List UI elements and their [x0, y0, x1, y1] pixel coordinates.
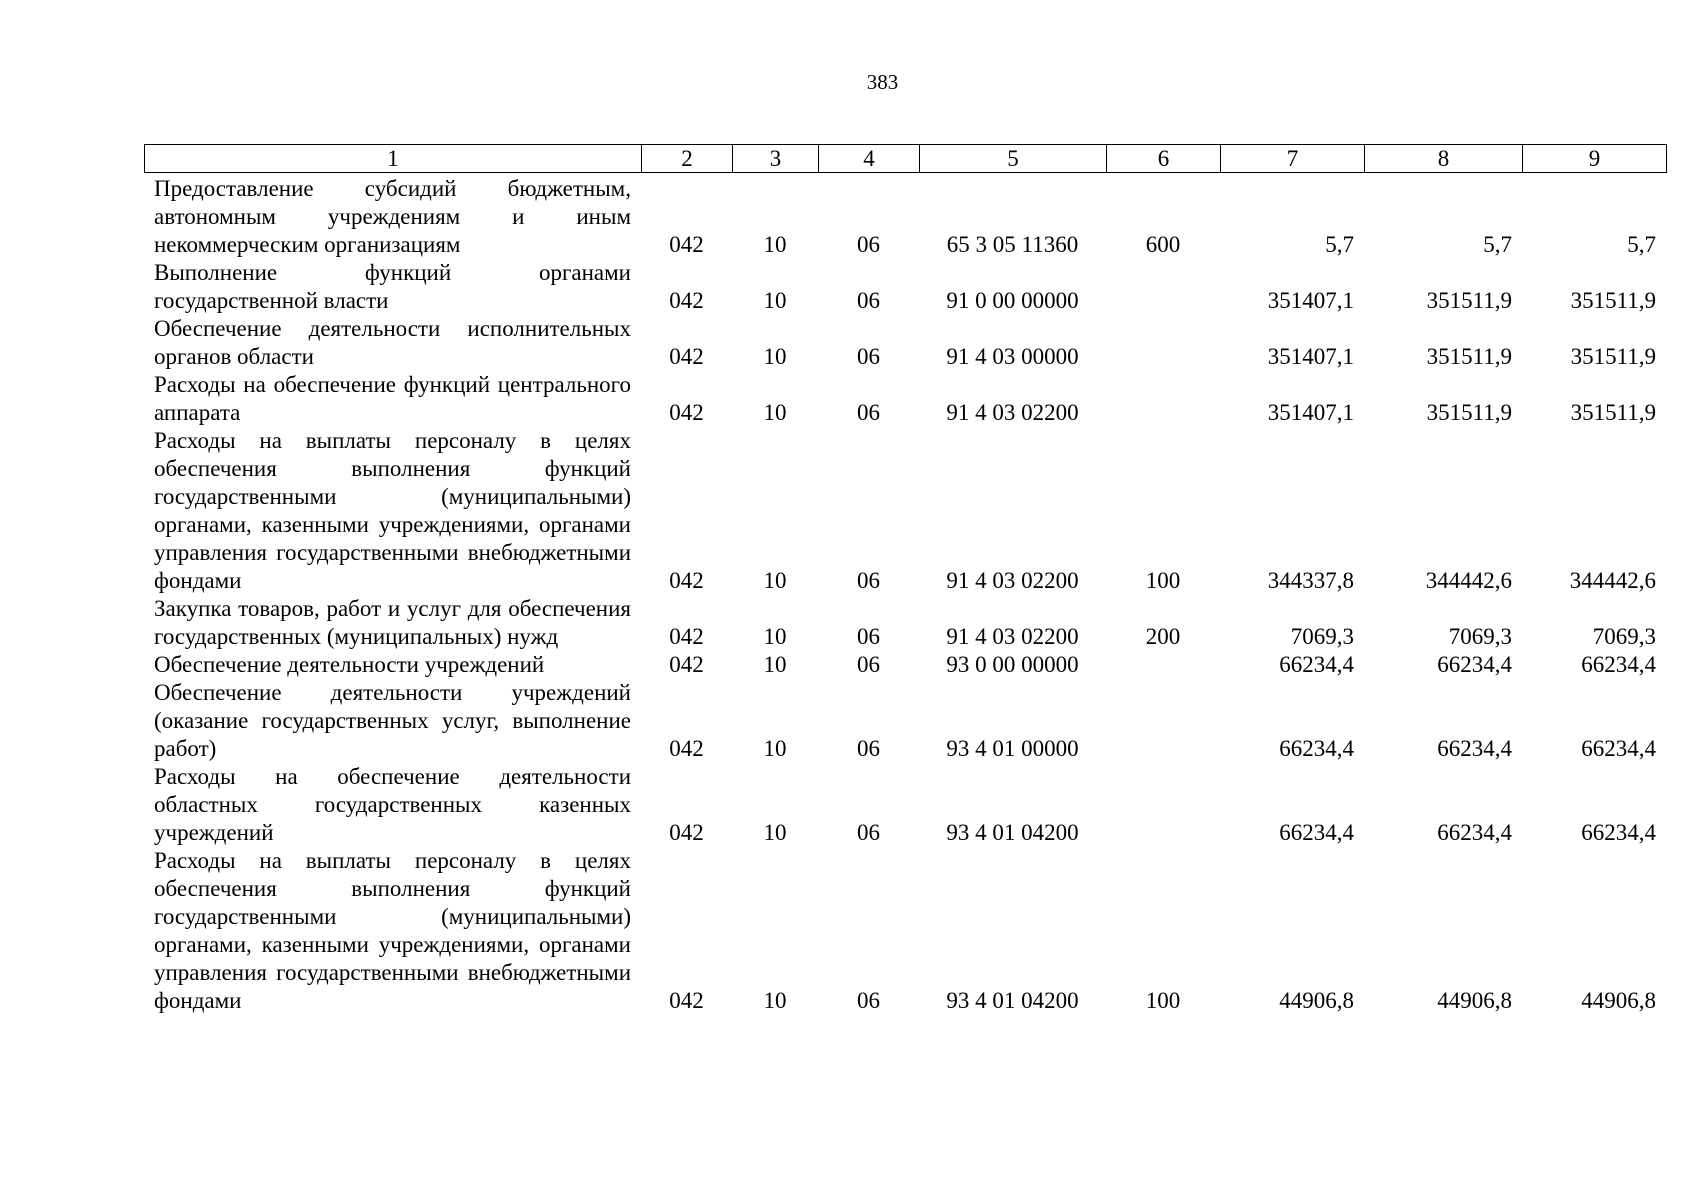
column-number-row — [145, 145, 1667, 173]
row-value-cell: 100 — [1145, 988, 1181, 1013]
row-value-cell: 06 — [857, 400, 880, 425]
row-value-cell: 351511,9 — [1570, 400, 1656, 425]
column-header: 4 — [819, 145, 920, 173]
row-value-cell: 042 — [669, 736, 704, 761]
row-value-cell: 93 0 00 00000 — [946, 652, 1079, 677]
row-value-cell — [1106, 259, 1220, 315]
row-value-cell — [1106, 763, 1220, 847]
row-value-cell: 10 — [763, 288, 787, 313]
row-value-cell: 66234,4 — [1279, 820, 1354, 845]
row-value-cell: 93 4 01 00000 — [946, 736, 1079, 761]
row-value-cell: 351511,9 — [1426, 288, 1512, 313]
row-value-cell: 91 4 03 02200 — [946, 624, 1079, 649]
row-value-cell: 5,7 — [1325, 232, 1354, 257]
row-value-cell: 042 — [669, 288, 704, 313]
column-header: 2 — [642, 145, 733, 173]
row-name-cell: Выполнение функций органами государственной власти — [154, 260, 631, 313]
row-value-cell: 44906,8 — [1279, 988, 1354, 1013]
table-row — [144, 595, 1666, 651]
column-header: 3 — [733, 145, 819, 173]
row-value-cell: 351407,1 — [1267, 400, 1354, 425]
column-header: 1 — [145, 145, 642, 173]
budget-table — [144, 175, 1666, 1015]
row-value-cell: 7069,3 — [1592, 624, 1656, 649]
table-header — [144, 144, 1667, 173]
table-row — [144, 315, 1666, 371]
column-header: 7 — [1221, 145, 1365, 173]
row-value-cell: 042 — [669, 820, 704, 845]
table-row — [144, 763, 1666, 847]
row-value-cell: 93 4 01 04200 — [946, 988, 1079, 1013]
row-value-cell: 5,7 — [1627, 232, 1656, 257]
row-name-cell: Расходы на выплаты персоналу в целях обеспечения выполнения функций государственными (муниципальными) органами, казенными учреждениями, органами управления государственными внебюджетными фондами — [154, 848, 631, 1013]
row-name-cell: Закупка товаров, работ и услуг для обеспечения государственных (муниципальных) нужд — [154, 596, 631, 649]
page-number: 383 — [866, 70, 899, 94]
table-row — [144, 175, 1666, 259]
row-value-cell: 66234,4 — [1581, 652, 1656, 677]
row-value-cell: 06 — [857, 232, 880, 257]
row-value-cell: 351511,9 — [1570, 288, 1656, 313]
row-value-cell: 7069,3 — [1448, 624, 1512, 649]
row-value-cell: 042 — [669, 624, 704, 649]
row-value-cell: 351511,9 — [1426, 400, 1512, 425]
table-row — [144, 427, 1666, 595]
row-value-cell — [1106, 315, 1220, 371]
row-value-cell: 66234,4 — [1581, 736, 1656, 761]
row-value-cell: 042 — [669, 344, 704, 369]
row-value-cell: 06 — [857, 568, 880, 593]
row-value-cell: 042 — [669, 400, 704, 425]
row-value-cell: 06 — [857, 288, 880, 313]
row-value-cell: 06 — [857, 624, 880, 649]
row-value-cell: 65 3 05 11360 — [946, 232, 1079, 257]
row-value-cell: 10 — [763, 232, 787, 257]
row-value-cell: 10 — [763, 736, 787, 761]
row-value-cell: 91 4 03 02200 — [946, 568, 1079, 593]
row-value-cell: 042 — [669, 652, 704, 677]
row-value-cell: 66234,4 — [1437, 652, 1512, 677]
row-value-cell: 042 — [669, 232, 704, 257]
row-value-cell: 10 — [763, 652, 787, 677]
row-value-cell: 06 — [857, 820, 880, 845]
row-value-cell: 10 — [763, 344, 787, 369]
row-name-cell: Расходы на обеспечение деятельности областных государственных казенных учреждений — [154, 764, 631, 845]
row-value-cell: 10 — [763, 568, 787, 593]
row-value-cell: 5,7 — [1483, 232, 1512, 257]
row-value-cell: 344337,8 — [1267, 568, 1354, 593]
row-name-cell: Обеспечение деятельности учреждений — [154, 652, 545, 677]
table-row — [144, 651, 1666, 679]
row-value-cell: 44906,8 — [1437, 988, 1512, 1013]
table-row — [144, 679, 1666, 763]
row-value-cell: 600 — [1145, 232, 1181, 257]
row-value-cell: 91 4 03 00000 — [946, 344, 1079, 369]
column-header: 6 — [1107, 145, 1221, 173]
row-value-cell: 66234,4 — [1279, 736, 1354, 761]
row-value-cell: 06 — [857, 736, 880, 761]
row-name-cell: Обеспечение деятельности исполнительных органов области — [154, 316, 631, 369]
row-name-cell: Расходы на обеспечение функций центрального аппарата — [154, 372, 631, 425]
row-name-cell: Предоставление субсидий бюджетным, автономным учреждениям и иным некоммерческим организациям — [154, 176, 631, 257]
column-header: 8 — [1365, 145, 1523, 173]
row-value-cell: 10 — [763, 400, 787, 425]
row-value-cell: 351407,1 — [1267, 288, 1354, 313]
row-value-cell: 7069,3 — [1290, 624, 1354, 649]
row-value-cell: 351511,9 — [1426, 344, 1512, 369]
row-value-cell: 100 — [1145, 568, 1181, 593]
row-name-cell: Расходы на выплаты персоналу в целях обеспечения выполнения функций государственными (муниципальными) органами, казенными учреждениями, органами управления государственными внебюджетными фондами — [154, 428, 631, 593]
row-value-cell: 344442,6 — [1425, 568, 1512, 593]
row-value-cell: 10 — [763, 624, 787, 649]
row-value-cell: 200 — [1145, 624, 1181, 649]
row-value-cell: 66234,4 — [1581, 820, 1656, 845]
row-value-cell: 344442,6 — [1569, 568, 1656, 593]
row-value-cell — [1106, 371, 1220, 427]
row-value-cell: 042 — [669, 568, 704, 593]
row-value-cell: 93 4 01 04200 — [946, 820, 1079, 845]
row-value-cell: 10 — [763, 820, 787, 845]
row-value-cell: 10 — [763, 988, 787, 1013]
row-value-cell: 351407,1 — [1267, 344, 1354, 369]
row-value-cell: 44906,8 — [1581, 988, 1656, 1013]
row-value-cell: 351511,9 — [1570, 344, 1656, 369]
row-value-cell: 042 — [669, 988, 704, 1013]
row-value-cell: 66234,4 — [1437, 736, 1512, 761]
row-value-cell: 91 0 00 00000 — [946, 288, 1079, 313]
table-row — [144, 259, 1666, 315]
row-name-cell: Обеспечение деятельности учреждений (оказание государственных услуг, выполнение работ) — [154, 680, 631, 761]
column-header: 9 — [1523, 145, 1667, 173]
table-row — [144, 847, 1666, 1015]
row-value-cell: 06 — [857, 652, 880, 677]
row-value-cell: 66234,4 — [1437, 820, 1512, 845]
table-row — [144, 371, 1666, 427]
row-value-cell — [1106, 651, 1220, 679]
row-value-cell — [1106, 679, 1220, 763]
row-value-cell: 66234,4 — [1279, 652, 1354, 677]
column-header: 5 — [920, 145, 1107, 173]
row-value-cell: 91 4 03 02200 — [946, 400, 1079, 425]
row-value-cell: 06 — [857, 988, 880, 1013]
row-value-cell: 06 — [857, 344, 880, 369]
table-body — [144, 175, 1666, 1015]
